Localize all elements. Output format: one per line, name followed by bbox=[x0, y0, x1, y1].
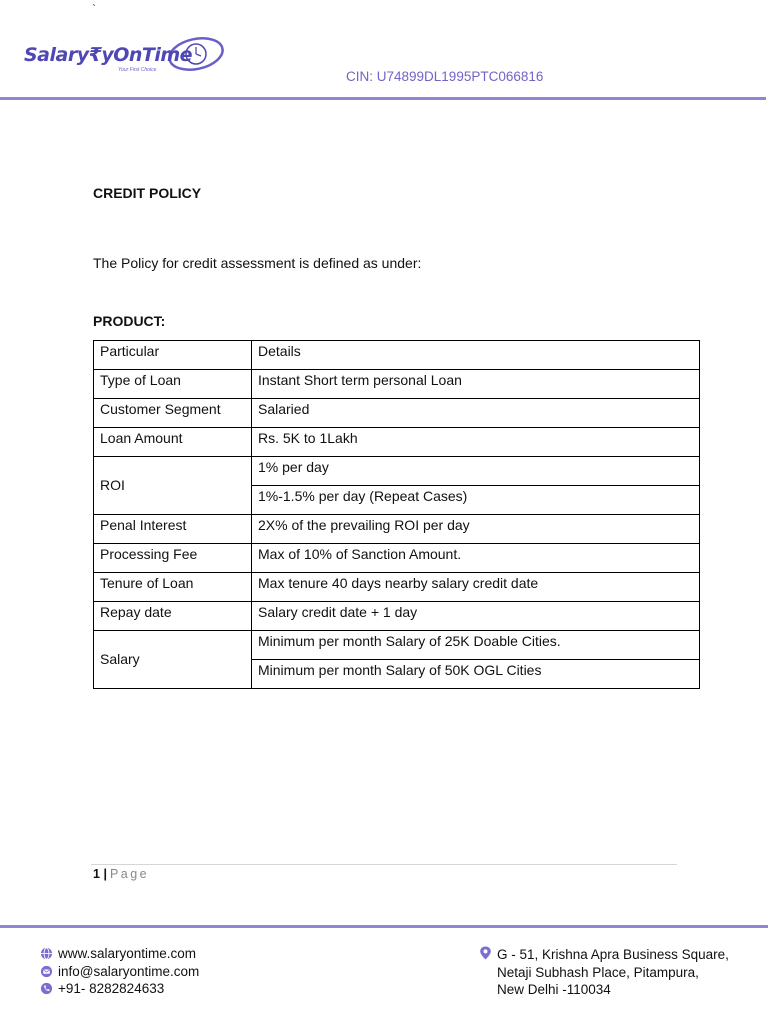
address-line-1: G - 51, Krishna Apra Business Square, bbox=[497, 947, 729, 962]
row-label-cell: Loan Amount bbox=[94, 428, 252, 457]
intro-text: The Policy for credit assessment is defined as under: bbox=[93, 255, 422, 271]
row-label-cell: Repay date bbox=[94, 602, 252, 631]
row-label-cell: Tenure of Loan bbox=[94, 573, 252, 602]
phone-row bbox=[40, 980, 199, 998]
logo-wordmark: Salary₹yOnTime bbox=[24, 44, 193, 66]
row-detail-cell: Salaried bbox=[252, 399, 700, 428]
globe-icon bbox=[40, 947, 53, 960]
company-logo bbox=[24, 34, 214, 80]
row-detail-cell: 1%-1.5% per day (Repeat Cases) bbox=[252, 486, 700, 515]
table-row bbox=[94, 573, 700, 602]
footer-contact bbox=[40, 945, 199, 998]
table-row bbox=[94, 602, 700, 631]
mail-icon bbox=[40, 965, 53, 978]
address-line-3: New Delhi -110034 bbox=[497, 982, 611, 997]
row-label-cell: Salary bbox=[94, 631, 252, 689]
header-divider bbox=[0, 97, 766, 100]
table-row bbox=[94, 428, 700, 457]
email-link[interactable]: info@salaryontime.com bbox=[58, 963, 200, 979]
phone-number[interactable]: +91- 8282824633 bbox=[58, 981, 165, 996]
row-label-cell: Penal Interest bbox=[94, 515, 252, 544]
row-detail-cell: 2X% of the prevailing ROI per day bbox=[252, 515, 700, 544]
footer-address bbox=[479, 946, 729, 999]
row-detail-cell: Instant Short term personal Loan bbox=[252, 370, 700, 399]
table-row bbox=[94, 370, 700, 399]
location-pin-icon bbox=[479, 946, 492, 960]
footer-divider bbox=[0, 925, 768, 928]
stray-tick-mark: ` bbox=[92, 2, 96, 16]
table-row bbox=[94, 631, 700, 660]
website-row bbox=[40, 945, 199, 963]
page-number-label: Page bbox=[109, 867, 150, 881]
table-row bbox=[94, 515, 700, 544]
email-row bbox=[40, 963, 199, 981]
page-number-divider bbox=[91, 864, 677, 865]
website-link[interactable]: www.salaryontime.com bbox=[58, 946, 197, 961]
row-label-cell: Type of Loan bbox=[94, 370, 252, 399]
row-label-cell: ROI bbox=[94, 457, 252, 515]
row-label-cell: Processing Fee bbox=[94, 544, 252, 573]
page-number-value: 1 bbox=[93, 867, 100, 881]
header-cell-details: Details bbox=[252, 341, 700, 370]
row-detail-cell: Minimum per month Salary of 50K OGL Cities bbox=[252, 660, 700, 689]
cin-number: CIN: U74899DL1995PTC066816 bbox=[346, 69, 544, 84]
page-number bbox=[93, 867, 149, 881]
phone-icon bbox=[40, 982, 53, 995]
product-table bbox=[93, 340, 700, 689]
row-detail-cell: 1% per day bbox=[252, 457, 700, 486]
row-detail-cell: Max of 10% of Sanction Amount. bbox=[252, 544, 700, 573]
table-row bbox=[94, 399, 700, 428]
row-detail-cell: Max tenure 40 days nearby salary credit date bbox=[252, 573, 700, 602]
page-title: CREDIT POLICY bbox=[93, 185, 202, 201]
logo-tagline: Your First Choice bbox=[118, 67, 157, 73]
section-label: PRODUCT: bbox=[93, 313, 166, 329]
row-detail-cell: Minimum per month Salary of 25K Doable Cities. bbox=[252, 631, 700, 660]
table-header-row bbox=[94, 341, 700, 370]
row-detail-cell: Salary credit date + 1 day bbox=[252, 602, 700, 631]
header-cell-particular: Particular bbox=[94, 341, 252, 370]
page-number-separator: | bbox=[103, 867, 107, 881]
table-row bbox=[94, 544, 700, 573]
row-detail-cell: Rs. 5K to 1Lakh bbox=[252, 428, 700, 457]
row-label-cell: Customer Segment bbox=[94, 399, 252, 428]
table-row bbox=[94, 457, 700, 486]
address-line-2: Netaji Subhash Place, Pitampura, bbox=[497, 964, 699, 980]
